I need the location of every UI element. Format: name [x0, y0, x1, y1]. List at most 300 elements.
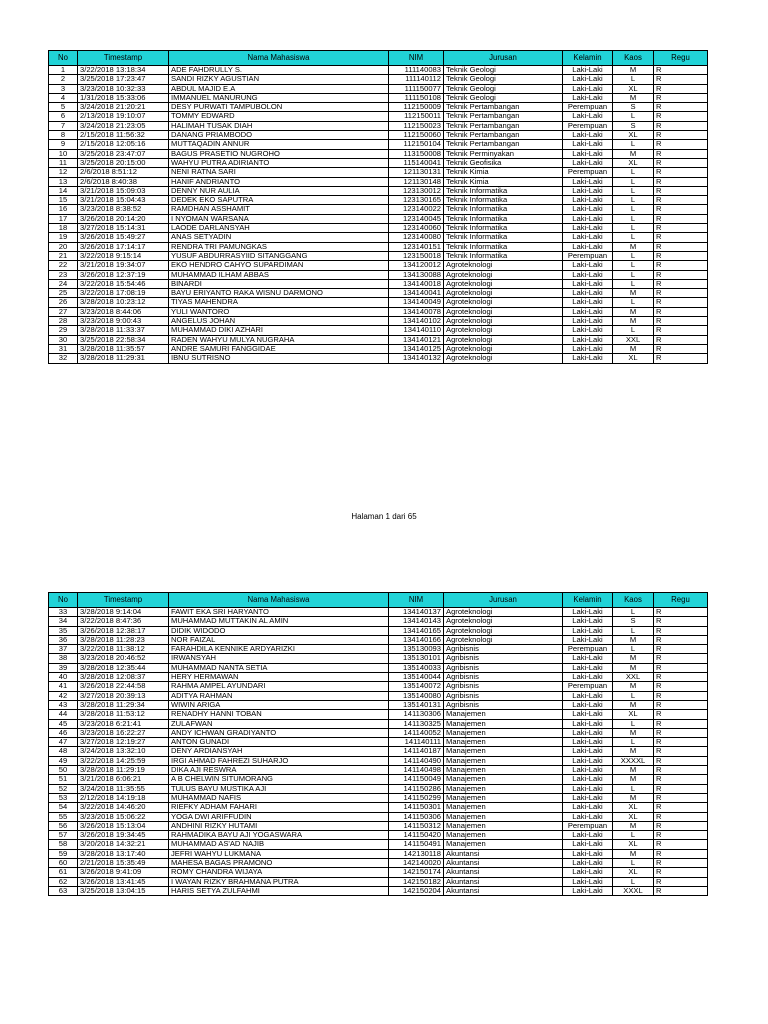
- table-row: [49, 886, 708, 895]
- cell-group: R: [654, 663, 708, 672]
- cell-major: Akuntansi: [444, 886, 563, 895]
- cell-student-name: WAHYU PUTRA ADIRIANTO: [169, 158, 389, 167]
- cell-shirt-size: M: [613, 635, 654, 644]
- cell-shirt-size: L: [613, 279, 654, 288]
- cell-gender: Laki-Laki: [563, 849, 613, 858]
- cell-no: 45: [49, 719, 78, 728]
- cell-group: R: [654, 635, 708, 644]
- column-header-no: No: [49, 51, 78, 66]
- cell-gender: Perempuan: [563, 645, 613, 654]
- cell-no: 31: [49, 344, 78, 353]
- table-row: [49, 335, 708, 344]
- cell-shirt-size: M: [613, 242, 654, 251]
- table-header-row: [49, 51, 708, 66]
- cell-no: 6: [49, 112, 78, 121]
- cell-major: Manajemen: [444, 710, 563, 719]
- cell-nim: 141150491: [389, 840, 444, 849]
- column-header-nim: NIM: [389, 593, 444, 608]
- cell-nim: 135140131: [389, 700, 444, 709]
- cell-no: 38: [49, 654, 78, 663]
- cell-no: 50: [49, 766, 78, 775]
- table-row: [49, 877, 708, 886]
- table-row: [49, 756, 708, 765]
- cell-timestamp: 3/20/2018 14:32:21: [78, 840, 169, 849]
- table-row: [49, 738, 708, 747]
- cell-group: R: [654, 738, 708, 747]
- cell-shirt-size: L: [613, 196, 654, 205]
- cell-shirt-size: L: [613, 75, 654, 84]
- cell-group: R: [654, 344, 708, 353]
- cell-timestamp: 3/22/2018 11:38:12: [78, 645, 169, 654]
- table-row: [49, 233, 708, 242]
- cell-no: 30: [49, 335, 78, 344]
- cell-gender: Laki-Laki: [563, 131, 613, 140]
- cell-group: R: [654, 298, 708, 307]
- cell-group: R: [654, 821, 708, 830]
- cell-shirt-size: L: [613, 270, 654, 279]
- cell-gender: Laki-Laki: [563, 335, 613, 344]
- cell-major: Teknik Informatika: [444, 196, 563, 205]
- page-number: Halaman 1 dari 65: [351, 512, 417, 521]
- cell-student-name: ANAS SETYADIN: [169, 233, 389, 242]
- cell-no: 2: [49, 75, 78, 84]
- cell-no: 47: [49, 738, 78, 747]
- cell-timestamp: 3/21/2018 15:04:43: [78, 196, 169, 205]
- cell-major: Agroteknologi: [444, 270, 563, 279]
- cell-major: Teknik Informatika: [444, 205, 563, 214]
- table-row: [49, 710, 708, 719]
- cell-gender: Laki-Laki: [563, 307, 613, 316]
- table-row: [49, 626, 708, 635]
- cell-major: Teknik Geologi: [444, 84, 563, 93]
- cell-nim: 123140022: [389, 205, 444, 214]
- cell-shirt-size: M: [613, 793, 654, 802]
- cell-nim: 121130148: [389, 177, 444, 186]
- cell-no: 59: [49, 849, 78, 858]
- cell-student-name: DESY PURWATI TAMPUBOLON: [169, 103, 389, 112]
- cell-gender: Perempuan: [563, 103, 613, 112]
- cell-no: 12: [49, 168, 78, 177]
- table-row: [49, 617, 708, 626]
- table-row: [49, 289, 708, 298]
- cell-nim: 141140498: [389, 766, 444, 775]
- cell-shirt-size: L: [613, 645, 654, 654]
- cell-nim: 123140045: [389, 214, 444, 223]
- cell-gender: Laki-Laki: [563, 803, 613, 812]
- cell-shirt-size: L: [613, 859, 654, 868]
- cell-major: Teknik Informatika: [444, 242, 563, 251]
- cell-gender: Laki-Laki: [563, 224, 613, 233]
- cell-student-name: YUSUF ABDURRASYIID SITANGGANG: [169, 251, 389, 260]
- table-row: [49, 691, 708, 700]
- cell-shirt-size: M: [613, 317, 654, 326]
- table-row: [49, 354, 708, 363]
- cell-gender: Laki-Laki: [563, 673, 613, 682]
- cell-student-name: ANTON GUNADI: [169, 738, 389, 747]
- table-row: [49, 344, 708, 353]
- cell-no: 28: [49, 317, 78, 326]
- cell-group: R: [654, 877, 708, 886]
- cell-no: 43: [49, 700, 78, 709]
- cell-no: 1: [49, 66, 78, 75]
- cell-major: Manajemen: [444, 775, 563, 784]
- cell-major: Teknik Pertambangan: [444, 140, 563, 149]
- cell-no: 19: [49, 233, 78, 242]
- cell-timestamp: 3/23/2018 6:21:41: [78, 719, 169, 728]
- table-row: [49, 121, 708, 130]
- cell-group: R: [654, 803, 708, 812]
- cell-nim: 141140490: [389, 756, 444, 765]
- table-row: [49, 859, 708, 868]
- cell-major: Teknik Informatika: [444, 251, 563, 260]
- cell-gender: Laki-Laki: [563, 608, 613, 617]
- cell-gender: Laki-Laki: [563, 719, 613, 728]
- table-row: [49, 317, 708, 326]
- cell-timestamp: 3/26/2018 9:41:09: [78, 868, 169, 877]
- cell-group: R: [654, 608, 708, 617]
- table-row: [49, 112, 708, 121]
- cell-timestamp: 3/25/2018 23:47:07: [78, 149, 169, 158]
- cell-major: Teknik Perminyakan: [444, 149, 563, 158]
- cell-nim: 123140151: [389, 242, 444, 251]
- cell-shirt-size: XL: [613, 84, 654, 93]
- cell-nim: 141140187: [389, 747, 444, 756]
- cell-timestamp: 3/26/2018 17:14:17: [78, 242, 169, 251]
- cell-nim: 141130325: [389, 719, 444, 728]
- cell-timestamp: 3/28/2018 13:17:40: [78, 849, 169, 858]
- cell-student-name: RENDRA TRI PAMUNGKAS: [169, 242, 389, 251]
- cell-gender: Laki-Laki: [563, 738, 613, 747]
- cell-gender: Laki-Laki: [563, 186, 613, 195]
- cell-major: Teknik Informatika: [444, 233, 563, 242]
- table-row: [49, 747, 708, 756]
- cell-major: Agribisnis: [444, 691, 563, 700]
- table-row: [49, 270, 708, 279]
- cell-major: Manajemen: [444, 821, 563, 830]
- column-header-major: Jurusan: [444, 593, 563, 608]
- cell-nim: 134140132: [389, 354, 444, 363]
- cell-timestamp: 3/26/2018 19:34:45: [78, 831, 169, 840]
- column-header-timestamp: Timestamp: [78, 51, 169, 66]
- cell-major: Agroteknologi: [444, 298, 563, 307]
- table-row: [49, 75, 708, 84]
- cell-student-name: ROMY CHANDRA WIJAYA: [169, 868, 389, 877]
- column-header-group: Regu: [654, 593, 708, 608]
- cell-student-name: MUHAMMAD MUTTAKIN AL AMIN: [169, 617, 389, 626]
- cell-nim: 134140110: [389, 326, 444, 335]
- cell-shirt-size: M: [613, 344, 654, 353]
- cell-gender: Laki-Laki: [563, 317, 613, 326]
- cell-timestamp: 3/26/2018 12:38:17: [78, 626, 169, 635]
- cell-student-name: FARAHDILA KENNIKE ARDYARIZKI: [169, 645, 389, 654]
- cell-nim: 135140044: [389, 673, 444, 682]
- cell-student-name: FAWIT EKA SRI HARYANTO: [169, 608, 389, 617]
- cell-shirt-size: XL: [613, 803, 654, 812]
- cell-group: R: [654, 279, 708, 288]
- table-row: [49, 719, 708, 728]
- cell-shirt-size: L: [613, 719, 654, 728]
- cell-timestamp: 3/26/2018 15:49:27: [78, 233, 169, 242]
- cell-no: 21: [49, 251, 78, 260]
- cell-gender: Laki-Laki: [563, 812, 613, 821]
- cell-no: 58: [49, 840, 78, 849]
- cell-group: R: [654, 261, 708, 270]
- cell-timestamp: 3/28/2018 10:23:12: [78, 298, 169, 307]
- cell-group: R: [654, 158, 708, 167]
- cell-no: 7: [49, 121, 78, 130]
- cell-student-name: ANDRE SAMURI FANGGIDAE: [169, 344, 389, 353]
- cell-group: R: [654, 756, 708, 765]
- cell-major: Agroteknologi: [444, 261, 563, 270]
- table-row: [49, 168, 708, 177]
- cell-major: Manajemen: [444, 756, 563, 765]
- cell-no: 18: [49, 224, 78, 233]
- cell-major: Akuntansi: [444, 877, 563, 886]
- cell-major: Manajemen: [444, 784, 563, 793]
- cell-timestamp: 3/22/2018 9:15:14: [78, 251, 169, 260]
- cell-student-name: TOMMY EDWARD: [169, 112, 389, 121]
- cell-group: R: [654, 75, 708, 84]
- table-row: [49, 242, 708, 251]
- column-header-nim: NIM: [389, 51, 444, 66]
- cell-group: R: [654, 654, 708, 663]
- table-row: [49, 279, 708, 288]
- cell-student-name: I WAYAN RIZKY BRAHMANA PUTRA: [169, 877, 389, 886]
- cell-student-name: MUTTAQADIN ANNUR: [169, 140, 389, 149]
- cell-major: Manajemen: [444, 728, 563, 737]
- cell-no: 39: [49, 663, 78, 672]
- cell-timestamp: 3/21/2018 19:34:07: [78, 261, 169, 270]
- cell-timestamp: 3/28/2018 9:14:04: [78, 608, 169, 617]
- cell-major: Akuntansi: [444, 859, 563, 868]
- cell-gender: Perempuan: [563, 251, 613, 260]
- cell-shirt-size: XXXXL: [613, 756, 654, 765]
- table-row: [49, 821, 708, 830]
- cell-student-name: RENADHY HANNI TOBAN: [169, 710, 389, 719]
- cell-student-name: ADE FAHDRULLY S.: [169, 66, 389, 75]
- cell-gender: Laki-Laki: [563, 84, 613, 93]
- cell-no: 9: [49, 140, 78, 149]
- cell-nim: 123150018: [389, 251, 444, 260]
- cell-gender: Laki-Laki: [563, 793, 613, 802]
- registration-table-page-1: [48, 50, 708, 364]
- cell-nim: 141150312: [389, 821, 444, 830]
- table-row: [49, 682, 708, 691]
- cell-no: 42: [49, 691, 78, 700]
- cell-major: Manajemen: [444, 738, 563, 747]
- cell-group: R: [654, 112, 708, 121]
- cell-no: 32: [49, 354, 78, 363]
- cell-group: R: [654, 766, 708, 775]
- cell-no: 14: [49, 186, 78, 195]
- column-header-group: Regu: [654, 51, 708, 66]
- cell-nim: 121130131: [389, 168, 444, 177]
- cell-group: R: [654, 617, 708, 626]
- cell-student-name: RIEFKY ADHAM FAHARI: [169, 803, 389, 812]
- cell-gender: Laki-Laki: [563, 775, 613, 784]
- cell-shirt-size: L: [613, 112, 654, 121]
- cell-shirt-size: L: [613, 205, 654, 214]
- cell-timestamp: 3/22/2018 8:47:36: [78, 617, 169, 626]
- table-row: [49, 196, 708, 205]
- cell-nim: 142140020: [389, 859, 444, 868]
- table-row: [49, 177, 708, 186]
- cell-major: Teknik Informatika: [444, 224, 563, 233]
- cell-no: 56: [49, 821, 78, 830]
- cell-gender: Laki-Laki: [563, 205, 613, 214]
- cell-student-name: IBNU SUTRISNO: [169, 354, 389, 363]
- cell-gender: Laki-Laki: [563, 886, 613, 895]
- cell-student-name: ABDUL MAJID E.A: [169, 84, 389, 93]
- cell-group: R: [654, 177, 708, 186]
- cell-nim: 112150104: [389, 140, 444, 149]
- cell-student-name: I NYOMAN WARSANA: [169, 214, 389, 223]
- cell-group: R: [654, 710, 708, 719]
- cell-shirt-size: M: [613, 775, 654, 784]
- cell-no: 57: [49, 831, 78, 840]
- cell-major: Manajemen: [444, 766, 563, 775]
- cell-timestamp: 3/28/2018 12:35:44: [78, 663, 169, 672]
- cell-nim: 141140111: [389, 738, 444, 747]
- cell-nim: 134130088: [389, 270, 444, 279]
- cell-shirt-size: XL: [613, 354, 654, 363]
- cell-shirt-size: L: [613, 233, 654, 242]
- cell-nim: 134140078: [389, 307, 444, 316]
- cell-student-name: NOR FAIZAL: [169, 635, 389, 644]
- cell-no: 27: [49, 307, 78, 316]
- table-row: [49, 868, 708, 877]
- cell-major: Teknik Kimia: [444, 168, 563, 177]
- cell-gender: Laki-Laki: [563, 635, 613, 644]
- cell-shirt-size: XL: [613, 868, 654, 877]
- cell-gender: Laki-Laki: [563, 710, 613, 719]
- cell-gender: Perempuan: [563, 168, 613, 177]
- cell-no: 8: [49, 131, 78, 140]
- cell-timestamp: 3/28/2018 12:08:37: [78, 673, 169, 682]
- cell-no: 10: [49, 149, 78, 158]
- cell-no: 22: [49, 261, 78, 270]
- cell-group: R: [654, 168, 708, 177]
- cell-shirt-size: L: [613, 608, 654, 617]
- column-header-student-name: Nama Mahasiswa: [169, 51, 389, 66]
- cell-timestamp: 3/28/2018 11:53:12: [78, 710, 169, 719]
- table-row: [49, 663, 708, 672]
- registration-table-page-2: [48, 592, 708, 896]
- cell-no: 55: [49, 812, 78, 821]
- table-row: [49, 728, 708, 737]
- cell-no: 54: [49, 803, 78, 812]
- cell-gender: Laki-Laki: [563, 298, 613, 307]
- table-row: [49, 700, 708, 709]
- cell-shirt-size: L: [613, 140, 654, 149]
- cell-group: R: [654, 747, 708, 756]
- cell-student-name: ANDHINI RIZKY HUTAMI: [169, 821, 389, 830]
- cell-nim: 123130165: [389, 196, 444, 205]
- cell-nim: 134140165: [389, 626, 444, 635]
- cell-student-name: A B CHELWIN SITUMORANG: [169, 775, 389, 784]
- cell-student-name: ADITYA RAHMAN: [169, 691, 389, 700]
- cell-gender: Laki-Laki: [563, 66, 613, 75]
- cell-shirt-size: L: [613, 214, 654, 223]
- cell-student-name: MAHESA BAGAS PRAMONO: [169, 859, 389, 868]
- cell-timestamp: 3/26/2018 22:44:58: [78, 682, 169, 691]
- cell-nim: 115140041: [389, 158, 444, 167]
- cell-gender: Laki-Laki: [563, 140, 613, 149]
- cell-shirt-size: M: [613, 149, 654, 158]
- cell-nim: 134140143: [389, 617, 444, 626]
- cell-shirt-size: M: [613, 682, 654, 691]
- cell-timestamp: 2/15/2018 12:05:16: [78, 140, 169, 149]
- cell-timestamp: 3/23/2018 8:38:52: [78, 205, 169, 214]
- table-row: [49, 261, 708, 270]
- cell-group: R: [654, 626, 708, 635]
- cell-shirt-size: S: [613, 617, 654, 626]
- cell-timestamp: 2/12/2018 14:19:18: [78, 793, 169, 802]
- cell-nim: 123130012: [389, 186, 444, 195]
- cell-shirt-size: L: [613, 251, 654, 260]
- cell-no: 13: [49, 177, 78, 186]
- cell-major: Teknik Pertambangan: [444, 121, 563, 130]
- cell-no: 23: [49, 270, 78, 279]
- cell-nim: 134140166: [389, 635, 444, 644]
- cell-nim: 112150009: [389, 103, 444, 112]
- cell-student-name: ANGELUS JOHAN: [169, 317, 389, 326]
- cell-group: R: [654, 728, 708, 737]
- cell-group: R: [654, 793, 708, 802]
- column-header-shirt-size: Kaos: [613, 51, 654, 66]
- table-row: [49, 251, 708, 260]
- cell-nim: 111140112: [389, 75, 444, 84]
- cell-gender: Laki-Laki: [563, 344, 613, 353]
- cell-gender: Laki-Laki: [563, 691, 613, 700]
- cell-student-name: MUHAMMAD DIKI AZHARI: [169, 326, 389, 335]
- cell-group: R: [654, 840, 708, 849]
- cell-shirt-size: M: [613, 700, 654, 709]
- cell-nim: 134140137: [389, 608, 444, 617]
- cell-shirt-size: S: [613, 103, 654, 112]
- cell-shirt-size: XXL: [613, 335, 654, 344]
- cell-student-name: IRGI AHMAD FAHREZI SUHARJO: [169, 756, 389, 765]
- cell-shirt-size: L: [613, 298, 654, 307]
- cell-shirt-size: M: [613, 747, 654, 756]
- cell-major: Agribisnis: [444, 682, 563, 691]
- cell-nim: 135140080: [389, 691, 444, 700]
- cell-major: Agroteknologi: [444, 617, 563, 626]
- cell-timestamp: 3/23/2018 10:32:33: [78, 84, 169, 93]
- cell-major: Manajemen: [444, 747, 563, 756]
- cell-no: 4: [49, 93, 78, 102]
- cell-shirt-size: M: [613, 766, 654, 775]
- cell-major: Manajemen: [444, 803, 563, 812]
- cell-group: R: [654, 242, 708, 251]
- cell-nim: 112150011: [389, 112, 444, 121]
- cell-timestamp: 1/31/2018 15:33:06: [78, 93, 169, 102]
- cell-student-name: TIYAS MAHENDRA: [169, 298, 389, 307]
- cell-no: 3: [49, 84, 78, 93]
- cell-shirt-size: L: [613, 626, 654, 635]
- cell-student-name: DEDEK EKO SAPUTRA: [169, 196, 389, 205]
- cell-timestamp: 2/13/2018 19:10:07: [78, 112, 169, 121]
- cell-shirt-size: L: [613, 877, 654, 886]
- cell-gender: Laki-Laki: [563, 279, 613, 288]
- cell-nim: 112150023: [389, 121, 444, 130]
- cell-group: R: [654, 131, 708, 140]
- cell-student-name: YULI WANTORO: [169, 307, 389, 316]
- cell-group: R: [654, 326, 708, 335]
- cell-major: Agribisnis: [444, 663, 563, 672]
- cell-gender: Laki-Laki: [563, 784, 613, 793]
- cell-no: 52: [49, 784, 78, 793]
